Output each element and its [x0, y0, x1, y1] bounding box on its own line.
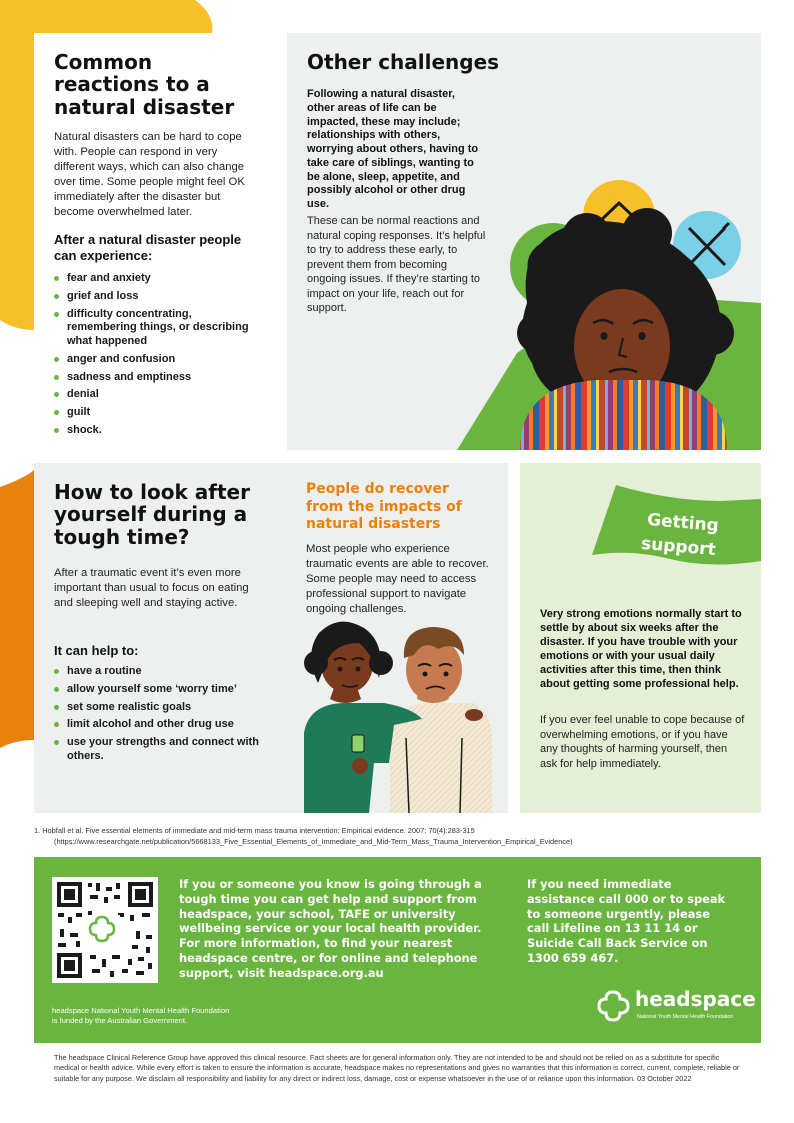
list-item: limit alcohol and other drug use: [54, 718, 259, 732]
look-after-yourself-panel: [34, 463, 508, 813]
coping-tips-list: [54, 665, 259, 768]
bullet-icon: [54, 276, 59, 281]
other-challenges-panel: [287, 33, 761, 450]
list-item: allow yourself some ‘worry time’: [54, 683, 259, 697]
bullet-icon: [54, 428, 59, 433]
look-after-yourself-intro: After a traumatic event it’s even more important than usual to focus on eating and sleeping well and staying active.: [54, 567, 249, 609]
common-reactions-subheading: After a natural disaster people can experience:: [54, 231, 242, 263]
list-item: set some realistic goals: [54, 701, 259, 715]
people-recover-title: People do recover from the impacts of natural disasters: [306, 481, 462, 532]
headspace-logo-wordmark: headspace: [635, 987, 756, 1011]
bullet-icon: [54, 740, 59, 745]
bullet-icon: [54, 375, 59, 380]
list-item: difficulty concentrating, remembering things, or describing what happened: [54, 308, 259, 349]
getting-support-flag: [520, 463, 761, 593]
look-after-yourself-title: How to look after yourself during a tough time?: [54, 480, 250, 549]
bullet-icon: [54, 705, 59, 710]
getting-support-panel: [520, 463, 761, 813]
bullet-icon: [54, 392, 59, 397]
common-reactions-title: Common reactions to a natural disaster: [54, 50, 235, 119]
bullet-icon: [54, 357, 59, 362]
reactions-list: [54, 272, 259, 438]
look-after-yourself-subheading: It can help to:: [54, 643, 139, 658]
headspace-logo-icon: [597, 989, 631, 1023]
getting-support-flag-line2: support: [640, 533, 717, 561]
list-item: sadness and emptiness: [54, 371, 259, 385]
bullet-icon: [54, 410, 59, 415]
list-item: use your strengths and connect with others.: [54, 736, 259, 764]
contact-urgent-text: If you need immediate assistance call 000 or to speak to someone urgently, please call Lifeline on 13 11 14 or Suicide Call Back Service on 1300 659 467.: [527, 877, 726, 966]
footnote: [34, 826, 761, 847]
funding-line-2: is funded by the Australian Government.: [52, 1016, 188, 1025]
getting-support-body: If you ever feel unable to cope because of overwhelming emotions, or if you have any thoughts of harming yourself, then ask for help immediately.: [540, 714, 745, 770]
disclaimer: The headspace Clinical Reference Group have approved this clinical resource. Fact sheets are for general information only. They are not intended to be and should not be relied on as a substitute for specific medical or health advice. While every effort is taken to ensure the information is accurate, headspace makes no representations and gives no warranties that this information is correct, current, complete, reliable or suitable for any purpose. We disclaim all responsibility and liability for any direct or indirect loss, damage, cost or expense whatsoever in the use of or reliance upon this information. 03 October 2022: [54, 1053, 740, 1083]
funding-line-1: headspace National Youth Mental Health Foundation: [52, 1006, 230, 1015]
bullet-icon: [54, 722, 59, 727]
qr-code[interactable]: [52, 877, 158, 983]
bullet-icon: [54, 687, 59, 692]
headspace-logo[interactable]: [597, 987, 756, 1027]
list-item: have a routine: [54, 665, 259, 679]
getting-support-bold-text: Very strong emotions normally start to settle by about six weeks after the disaster. If you have trouble with your emotions or with your usual daily activities after this time, then think about getting some professional help.: [540, 608, 742, 690]
common-reactions-panel: [34, 33, 284, 450]
people-recover-body: Most people who experience traumatic events are able to recover. Some people may need to access professional support to navigate ongoing challenges.: [306, 543, 489, 615]
other-challenges-title: Other challenges: [307, 50, 500, 74]
footnote-reference: 1. Hobfall et al. Five essential elements of immediate and mid-term mass trauma intervention: Empirical evidence. 2007; 70(4):283-315: [34, 826, 475, 835]
bullet-icon: [54, 669, 59, 674]
footnote-url[interactable]: (https://www.researchgate.net/publication/5668133_Five_Essential_Elements_of_Immediate_and_Mid-Term_Mass_Trauma_Intervention_Empirical_Evidence): [54, 836, 573, 846]
common-reactions-intro: Natural disasters can be hard to cope with. People can respond in very different ways, which can also change over time. Some people might feel OK immediately after the disaster but become overwhelmed later.: [54, 131, 245, 218]
list-item: denial: [54, 388, 259, 402]
contact-band: [34, 857, 761, 1043]
contact-main-text: If you or someone you know is going through a tough time you can get help and support from headspace, your school, TAFE or university wellbeing service or your local health provider. For more information, to find your nearest headspace centre, or for online and telephone support, visit headspace.org.au: [179, 877, 482, 980]
getting-support-flag-line1: Getting: [646, 509, 720, 537]
list-item: shock.: [54, 424, 259, 438]
other-challenges-bold-text: Following a natural disaster, other areas of life can be impacted, these may include; relationships with others, worrying about others, having to take care of siblings, wanting to be alone, sleep, appetite, and possibly alcohol or other drug use.: [307, 88, 479, 210]
list-item: grief and loss: [54, 290, 259, 304]
headspace-logo-tagline: National Youth Mental Health Foundation: [637, 1014, 734, 1020]
list-item: anger and confusion: [54, 353, 259, 367]
list-item: fear and anxiety: [54, 272, 259, 286]
bullet-icon: [54, 294, 59, 299]
bullet-icon: [54, 312, 59, 317]
list-item: guilt: [54, 406, 259, 420]
other-challenges-body: These can be normal reactions and natural coping responses. It’s helpful to try to address these early, to prevent them from becoming ongoing issues. If they’re starting to impact on your life, reach out for support.: [307, 215, 486, 315]
